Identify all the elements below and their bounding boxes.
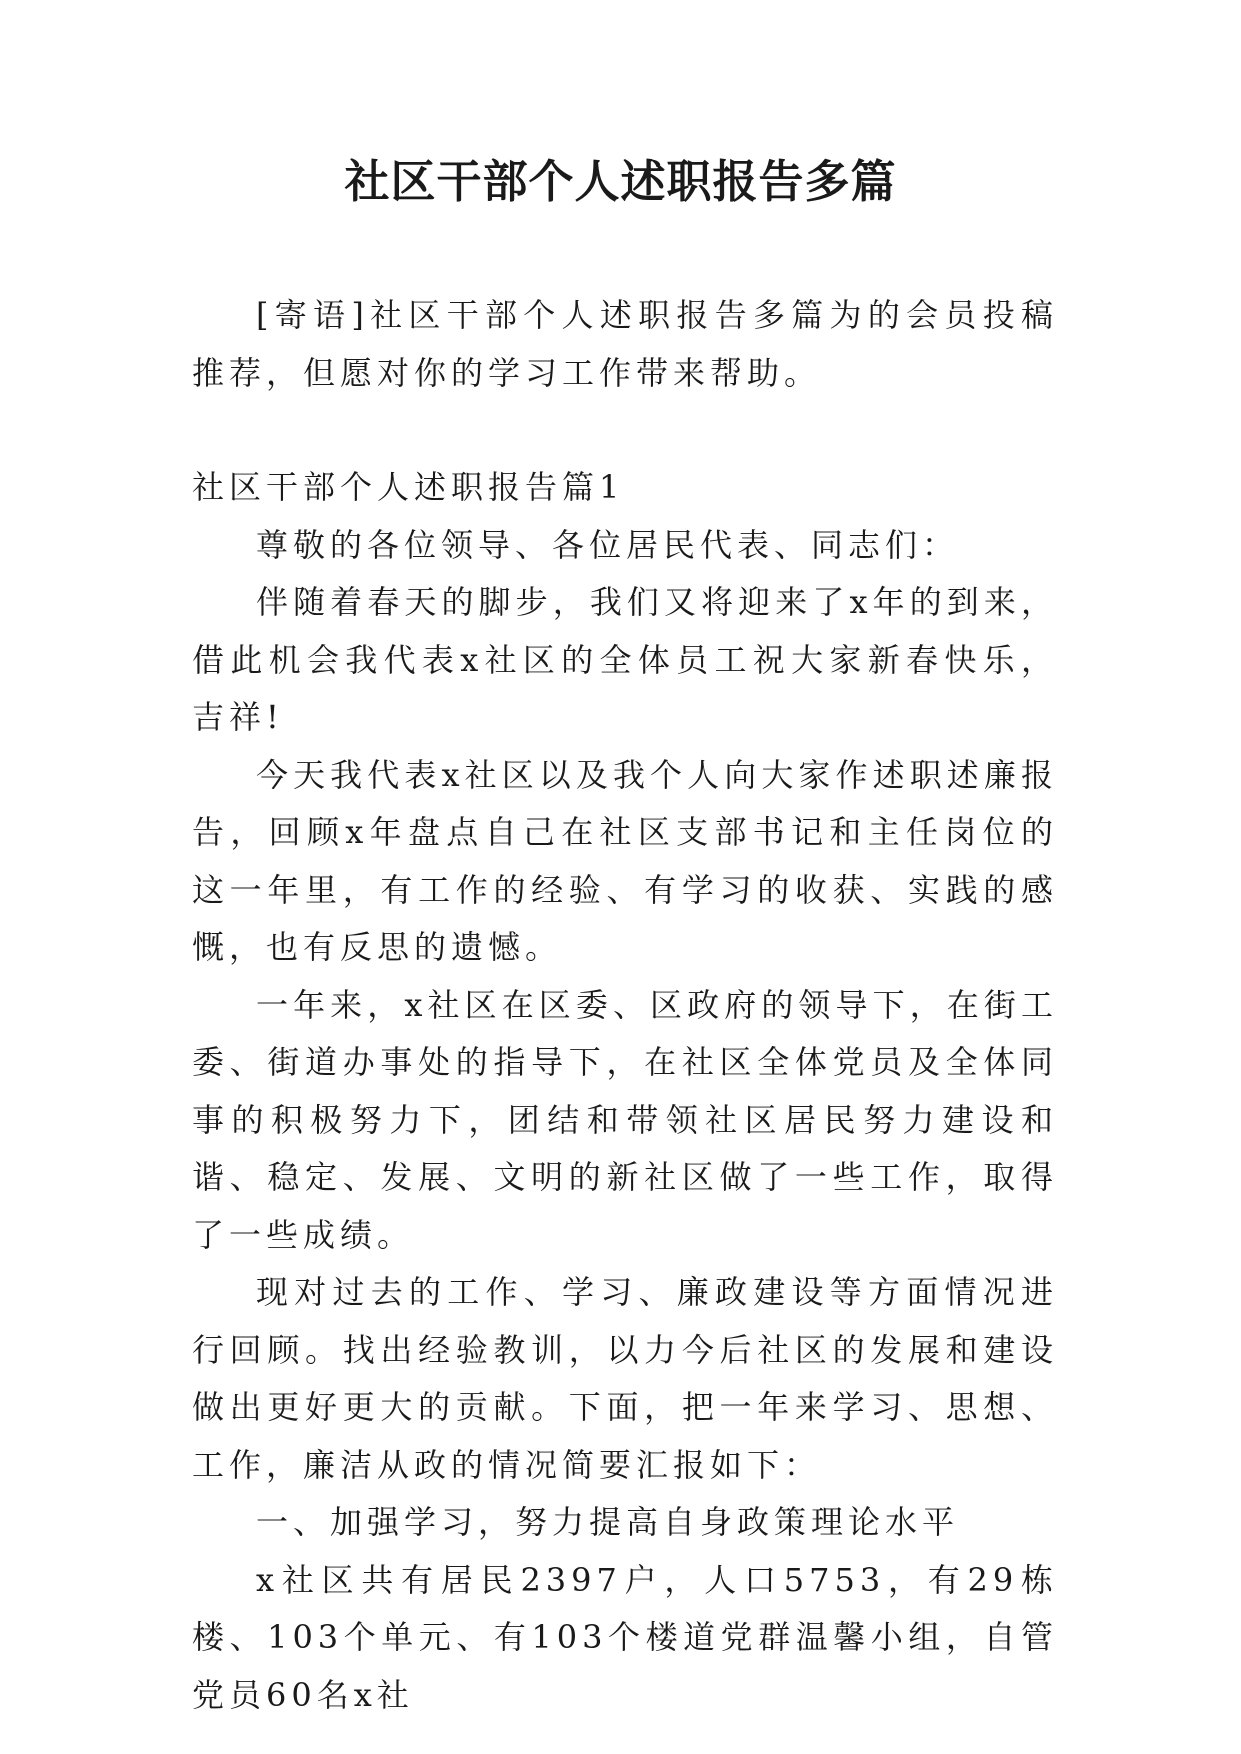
- spacer: [192, 402, 1058, 459]
- body-paragraph: x社区共有居民2397户，人口5753，有29栋楼、103个单元、有103个楼道党群温馨小组，自管党员60名x社: [192, 1560, 1058, 1714]
- body-paragraph: 今天我代表x社区以及我个人向大家作述职述廉报告，回顾x年盘点自己在社区支部书记和主任岗位的这一年里，有工作的经验、有学习的收获、实践的感慨，也有反思的遗憾。: [192, 755, 1058, 966]
- body-paragraph: 一年来，x社区在区委、区政府的领导下，在街工委、街道办事处的指导下，在社区全体党员及全体同事的积极努力下，团结和带领社区居民努力建设和谐、稳定、发展、文明的新社区做了一些工作，取得了一些成绩。: [192, 985, 1058, 1254]
- document-body: [192, 287, 1058, 1724]
- document-title: 社区干部个人述职报告多篇: [344, 155, 897, 208]
- body-paragraph: 伴随着春天的脚步，我们又将迎来了x年的到来，借此机会我代表x社区的全体员工祝大家新春快乐，吉祥!: [192, 583, 1058, 736]
- body-paragraph: 现对过去的工作、学习、廉政建设等方面情况进行回顾。找出经验教训，以力今后社区的发展和建设做出更好更大的贡献。下面，把一年来学习、思想、工作，廉洁从政的情况简要汇报如下：: [192, 1273, 1058, 1484]
- salutation-paragraph: 尊敬的各位领导、各位居民代表、同志们：: [256, 525, 960, 564]
- section-heading: 社区干部个人述职报告篇1: [192, 468, 625, 506]
- intro-paragraph: [寄语]社区干部个人述职报告多篇为的会员投稿推荐，但愿对你的学习工作带来帮助。: [192, 296, 1058, 392]
- subsection-heading: 一、加强学习，努力提高自身政策理论水平: [256, 1503, 960, 1541]
